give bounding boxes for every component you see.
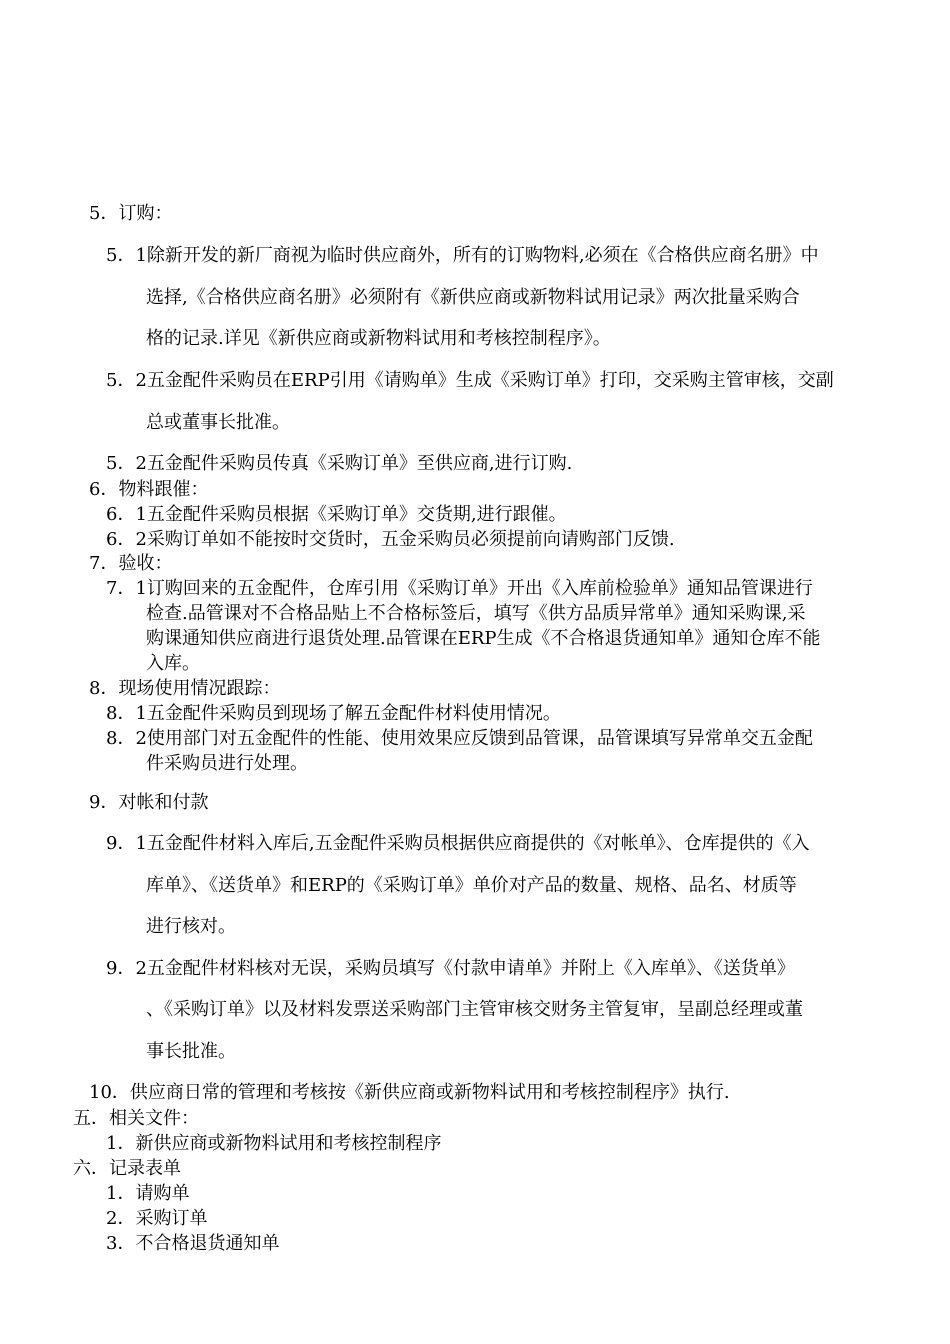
para-7-1-line-4: 入库。	[146, 653, 200, 674]
para-6-1: 6．1五金配件采购员根据《采购订单》交货期,进行跟催。	[106, 504, 567, 525]
para-9-1-line-3: 进行核对。	[146, 916, 236, 937]
para-6-2: 6．2采购订单如不能按时交货时，五金采购员必须提前向请购部门反馈.	[106, 529, 675, 550]
para-9-2-line-2: 、《采购订单》以及材料发票送采购部门主管审核交财务主管复审，呈副总经理或董	[146, 999, 803, 1020]
para-7-1-line-2: 检查.品管课对不合格品贴上不合格标签后，填写《供方品质异常单》通知采购课,采	[146, 603, 806, 624]
record-form-item: 3．不合格退货通知单	[106, 1233, 280, 1254]
related-doc-item: 1．新供应商或新物料试用和考核控制程序	[106, 1133, 442, 1154]
section-6-heading: 6．物料跟催：	[89, 479, 209, 500]
para-5-2-line-1: 5．2五金配件采购员在ERP引用《请购单》生成《采购订单》打印，交采购主管审核，交副	[106, 370, 834, 391]
section-related-docs-heading: 五．相关文件：	[73, 1108, 199, 1129]
para-9-2-line-3: 事长批准。	[146, 1041, 236, 1062]
para-9-2-line-1: 9．2五金配件材料核对无误，采购员填写《付款申请单》并附上《入库单》、《送货单》	[106, 958, 795, 979]
para-7-1-line-1: 7．1订购回来的五金配件，仓库引用《采购订单》开出《入库前检验单》通知品管课进行	[106, 578, 813, 599]
para-5-3-line-1: 5．2五金配件采购员传真《采购订单》至供应商,进行订购.	[106, 453, 573, 474]
para-5-1-line-3: 格的记录.详见《新供应商或新物料试用和考核控制程序》。	[146, 328, 611, 349]
section-8-heading: 8．现场使用情况跟踪：	[89, 678, 281, 699]
section-7-heading: 7．验收：	[89, 553, 173, 574]
record-form-item: 2．采购订单	[106, 1208, 208, 1229]
para-8-2-line-2: 件采购员进行处理。	[146, 753, 308, 774]
para-5-1-line-2: 选择,《合格供应商名册》必须附有《新供应商或新物料试用记录》两次批量采购合	[146, 287, 800, 308]
section-5-heading: 5．订购：	[89, 203, 173, 224]
para-10: 10．供应商日常的管理和考核按《新供应商或新物料试用和考核控制程序》执行.	[89, 1082, 730, 1103]
section-record-forms-heading: 六．记录表单	[73, 1158, 181, 1179]
para-7-1-line-3: 购课通知供应商进行退货处理.品管课在ERP生成《不合格退货通知单》通知仓库不能	[146, 628, 821, 649]
para-5-2-line-2: 总或董事长批准。	[146, 412, 290, 433]
para-9-1-line-1: 9．1五金配件材料入库后,五金配件采购员根据供应商提供的《对帐单》、仓库提供的《入	[106, 833, 810, 854]
section-9-heading: 9．对帐和付款	[89, 792, 209, 813]
record-form-item: 1．请购单	[106, 1183, 190, 1204]
para-9-1-line-2: 库单》、《送货单》和ERP的《采购订单》单价对产品的数量、规格、品名、材质等	[146, 875, 797, 896]
para-8-2-line-1: 8．2使用部门对五金配件的性能、使用效果应反馈到品管课，品管课填写异常单交五金配	[106, 728, 813, 749]
para-8-1: 8．1五金配件采购员到现场了解五金配件材料使用情况。	[106, 703, 561, 724]
para-5-1-line-1: 5．1除新开发的新厂商视为临时供应商外，所有的订购物料,必须在《合格供应商名册》中	[106, 245, 819, 266]
